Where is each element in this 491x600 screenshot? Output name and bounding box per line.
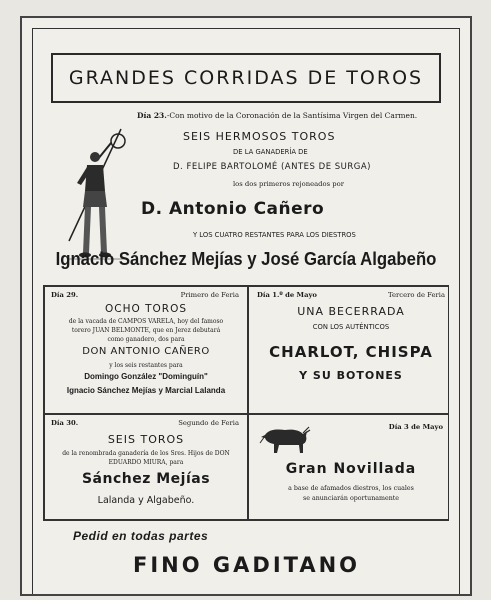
box-day-29 xyxy=(45,287,247,413)
title-box xyxy=(51,53,441,103)
box-tr-sub: CON LOS AUTÉNTICOS xyxy=(312,323,390,331)
box-tl-desc1: de la vacada de CAMPOS VARELA, hoy del famoso xyxy=(68,318,224,325)
box-tl-star: DON ANTONIO CAÑERO xyxy=(82,346,210,357)
box-br-desc2: se anunciarán oportunamente xyxy=(302,495,400,502)
box-bl-event: Segundo de Feria xyxy=(178,419,239,427)
box-tr-day: Día 1.º de Mayo xyxy=(257,291,317,299)
box-br-desc1: a base de afamados diestros, los cuales xyxy=(288,485,414,492)
box-may-1 xyxy=(249,287,453,413)
poster-frame xyxy=(32,28,460,594)
box-bl-desc1: de la renombrada ganadería de los Sres. Hijos de DON xyxy=(62,450,230,457)
box-tr-star: CHARLOT, CHISPA xyxy=(269,343,433,361)
box-tr-event: Tercero de Feria xyxy=(388,291,445,299)
grid-bottom-rule xyxy=(43,519,449,521)
box-br-day: Día 3 de Mayo xyxy=(388,423,443,431)
box-tl-desc4: y los seis restantes para xyxy=(109,362,183,369)
main-day: Día 23. xyxy=(137,111,167,120)
main-matadores: Ignacio Sánchez Mejías y José García Algabeño xyxy=(55,249,437,269)
box-bl-star2: Lalanda y Algabeño. xyxy=(97,495,195,506)
main-intro-text: -Con motivo de la Coronación de la Santísima Virgen del Carmen. xyxy=(166,111,418,120)
box-bl-desc2: EDUARDO MIURA, para xyxy=(108,459,184,466)
main-line5: Y LOS CUATRO RESTANTES PARA LOS DIESTROS xyxy=(193,231,356,239)
main-line2: DE LA GANADERÍA DE xyxy=(233,148,308,156)
main-line1: SEIS HERMOSOS TOROS xyxy=(183,130,336,143)
box-tl-torero1: Domingo González "Dominguín" xyxy=(84,372,208,381)
main-star: D. Antonio Cañero xyxy=(141,199,325,219)
footer-slogan: Pedid en todas partes xyxy=(73,529,209,543)
box-bl-star: Sánchez Mejías xyxy=(81,471,211,487)
box-tl-torero2: Ignacio Sánchez Mejías y Marcial Lalanda xyxy=(66,386,226,395)
box-may-3 xyxy=(249,415,453,519)
box-br-headline: Gran Novillada xyxy=(285,461,417,477)
footer-brand: FINO GADITANO xyxy=(133,553,361,577)
main-line3: D. FELIPE BARTOLOMÉ (ANTES DE SURGA) xyxy=(173,162,372,172)
main-line4: los dos primeros rejoneados por xyxy=(233,180,344,188)
box-tl-day: Día 29. xyxy=(51,291,79,299)
box-tr-headline: UNA BECERRADA xyxy=(297,305,405,318)
box-day-30 xyxy=(45,415,247,519)
box-bl-day: Día 30. xyxy=(51,419,79,427)
box-bl-headline: SEIS TOROS xyxy=(107,433,185,446)
poster-title: GRANDES CORRIDAS DE TOROS xyxy=(68,67,424,89)
main-intro xyxy=(137,111,417,120)
box-tr-star2: Y SU BOTONES xyxy=(299,369,403,382)
poster xyxy=(20,16,472,596)
bull-icon xyxy=(259,421,311,457)
box-tl-desc2: torero JUAN BELMONTE, que en Jerez debutará xyxy=(71,327,221,334)
box-tl-desc3: como ganadero, dos para xyxy=(107,336,185,343)
box-tl-event: Primero de Feria xyxy=(180,291,239,299)
box-tl-headline: OCHO TOROS xyxy=(105,303,187,315)
